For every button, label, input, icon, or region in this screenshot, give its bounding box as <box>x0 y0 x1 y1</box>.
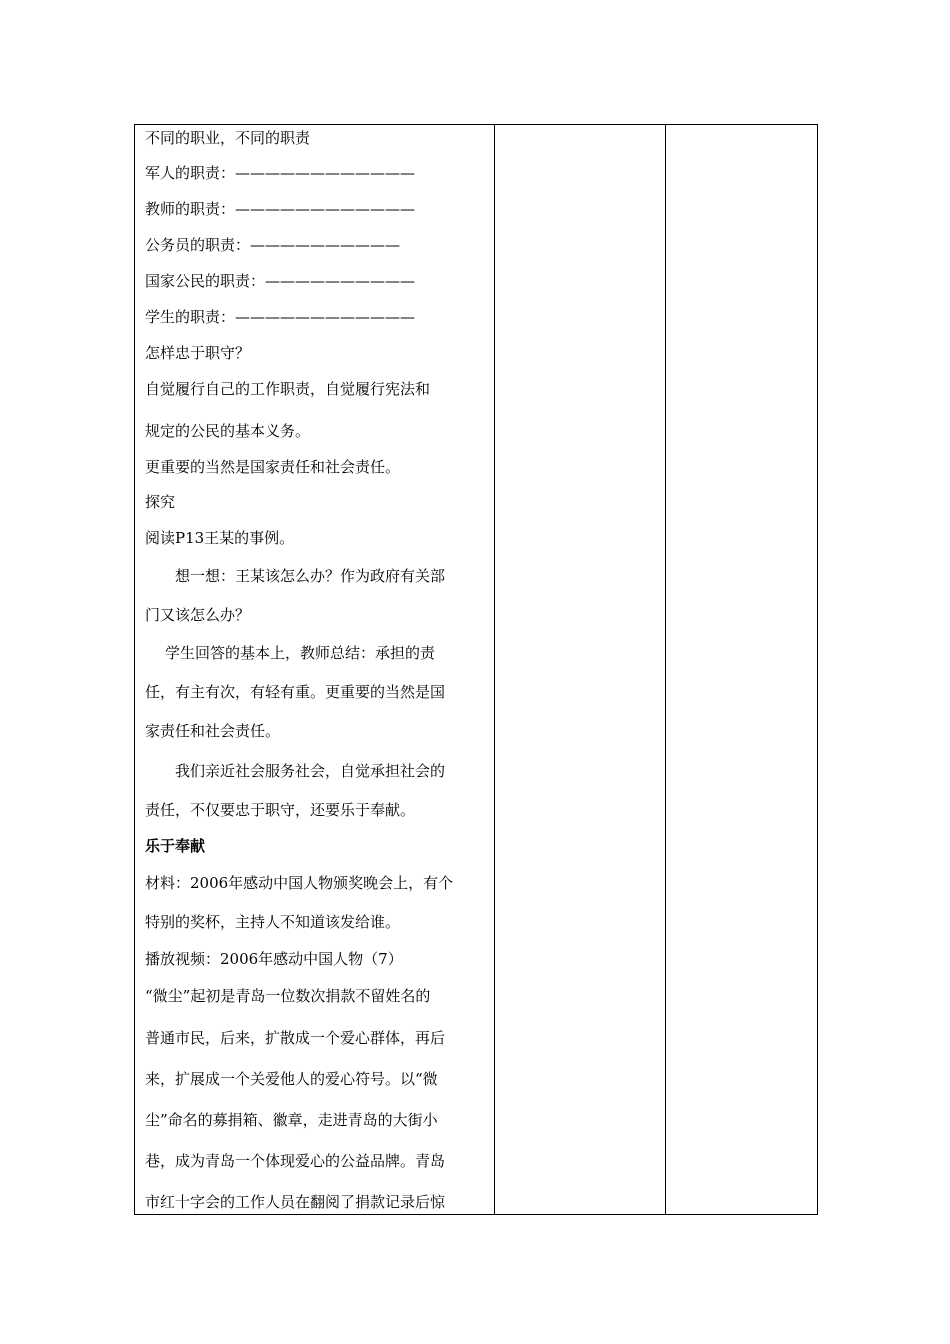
lesson-table <box>134 124 818 1215</box>
text-line: 家责任和社会责任。 <box>145 722 281 740</box>
text-line: 想一想：王某该怎么办？作为政府有关部 <box>175 567 446 585</box>
text-line: 播放视频：2006年感动中国人物（7） <box>145 950 403 968</box>
text-line: 门又该怎么办？ <box>145 606 251 624</box>
text-line: 责任，不仅要忠于职守，还要乐于奉献。 <box>145 801 416 819</box>
text-line: 自觉履行自己的工作职责，自觉履行宪法和 <box>145 380 431 398</box>
section-heading: 探究 <box>145 493 176 511</box>
text-line: 学生回答的基本上，教师总结：承担的责 <box>165 644 436 662</box>
text-line: 怎样忠于职守？ <box>145 344 251 362</box>
text-line: 我们亲近社会服务社会，自觉承担社会的 <box>175 762 446 780</box>
text-line: 军人的职责：———————————— <box>145 164 416 182</box>
text-line: 教师的职责：———————————— <box>145 200 416 218</box>
text-line: 普通市民，后来，扩散成一个爱心群体，再后 <box>145 1029 446 1047</box>
text-line: 市红十字会的工作人员在翻阅了捐款记录后惊 <box>145 1193 446 1211</box>
right-empty-cell <box>666 125 818 1215</box>
main-content-cell <box>135 125 495 1215</box>
text-line: 国家公民的职责：—————————— <box>145 272 416 290</box>
main-content <box>135 125 494 1214</box>
text-line: 学生的职责：———————————— <box>145 308 416 326</box>
section-heading: 乐于奉献 <box>145 837 206 855</box>
table-row <box>135 125 818 1215</box>
text-line: 材料：2006年感动中国人物颁奖晚会上，有个 <box>145 874 454 892</box>
text-line: 巷，成为青岛一个体现爱心的公益品牌。青岛 <box>145 1152 446 1170</box>
text-line: “微尘”起初是青岛一位数次捐款不留姓名的 <box>145 987 431 1005</box>
text-line: 阅读P13王某的事例。 <box>145 529 295 547</box>
text-line: 公务员的职责：—————————— <box>145 236 401 254</box>
text-line: 任，有主有次，有轻有重。更重要的当然是国 <box>145 683 446 701</box>
middle-empty-cell <box>495 125 666 1215</box>
text-line: 不同的职业，不同的职责 <box>145 129 311 147</box>
text-line: 规定的公民的基本义务。 <box>145 422 311 440</box>
text-line: 尘”命名的募捐箱、徽章，走进青岛的大街小 <box>145 1111 438 1129</box>
text-line: 特别的奖杯，主持人不知道该发给谁。 <box>145 913 401 931</box>
text-line: 来，扩展成一个关爱他人的爱心符号。以“微 <box>145 1070 438 1088</box>
text-line: 更重要的当然是国家责任和社会责任。 <box>145 458 401 476</box>
